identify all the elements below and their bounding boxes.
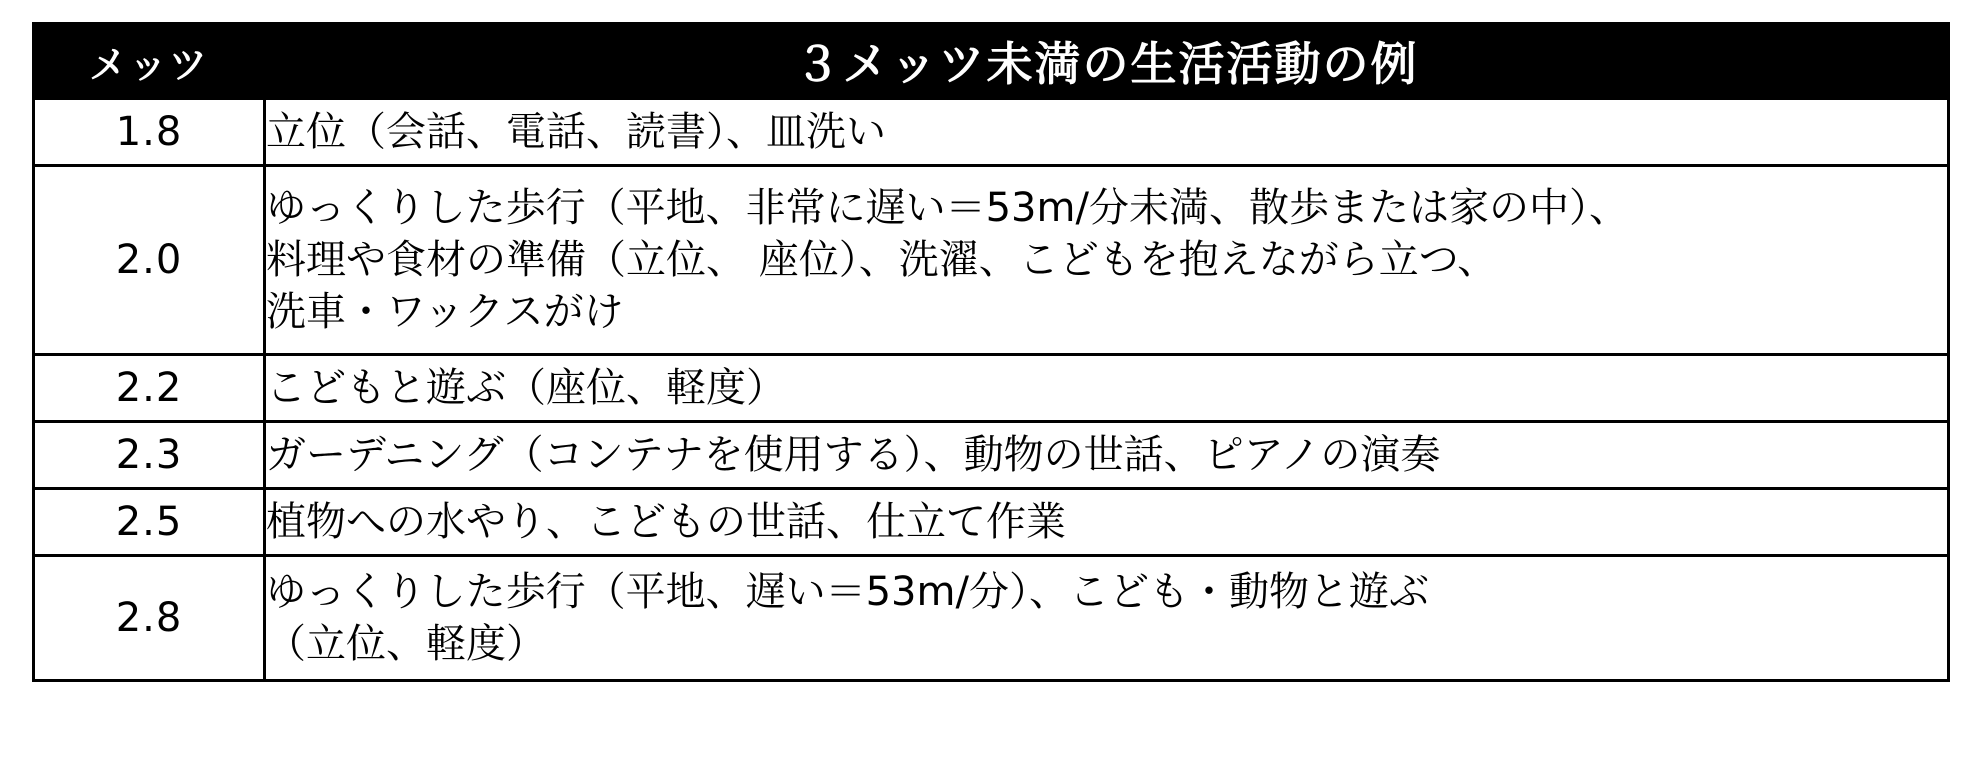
activity-description [265, 355, 1949, 422]
table-row [34, 489, 1949, 556]
mets-value: 2.8 [34, 556, 265, 681]
table-row [34, 99, 1949, 166]
activity-line: こどもと遊ぶ（座位、軽度） [266, 365, 786, 411]
table-header [34, 24, 1949, 99]
table-body [34, 99, 1949, 681]
mets-value: 2.5 [34, 489, 265, 556]
activity-description [265, 422, 1949, 489]
activity-line: ゆっくりした歩行（平地、非常に遅い＝53m/分未満、散歩または家の中）、 [266, 185, 1629, 231]
mets-value: 2.3 [34, 422, 265, 489]
activity-line: 洗車・ワックスがけ [266, 289, 624, 335]
activity-line: 料理や食材の準備（立位、 座位）、洗濯、こどもを抱えながら立つ、 [266, 237, 1498, 283]
mets-value: 2.2 [34, 355, 265, 422]
mets-activity-table [32, 22, 1950, 682]
table-row [34, 355, 1949, 422]
activity-line: 植物への水やり、こどもの世話、仕立て作業 [266, 499, 1066, 545]
table-row [34, 166, 1949, 355]
column-header-description: ３メッツ未満の生活活動の例 [265, 24, 1949, 99]
table-row [34, 422, 1949, 489]
column-header-mets: メッツ [34, 24, 265, 99]
activity-description [265, 99, 1949, 166]
activity-line: ガーデニング（コンテナを使用する）、動物の世話、ピアノの演奏 [266, 432, 1441, 478]
table-row [34, 556, 1949, 681]
activity-description [265, 556, 1949, 681]
activity-description [265, 489, 1949, 556]
activity-line: ゆっくりした歩行（平地、遅い＝53m/分）、こども・動物と遊ぶ [266, 569, 1429, 615]
mets-value: 2.0 [34, 166, 265, 355]
table-header-row [34, 24, 1949, 99]
activity-line: 立位（会話、電話、読書）、皿洗い [266, 109, 886, 155]
mets-value: 1.8 [34, 99, 265, 166]
activity-line: （立位、軽度） [266, 621, 546, 667]
activity-description [265, 166, 1949, 355]
